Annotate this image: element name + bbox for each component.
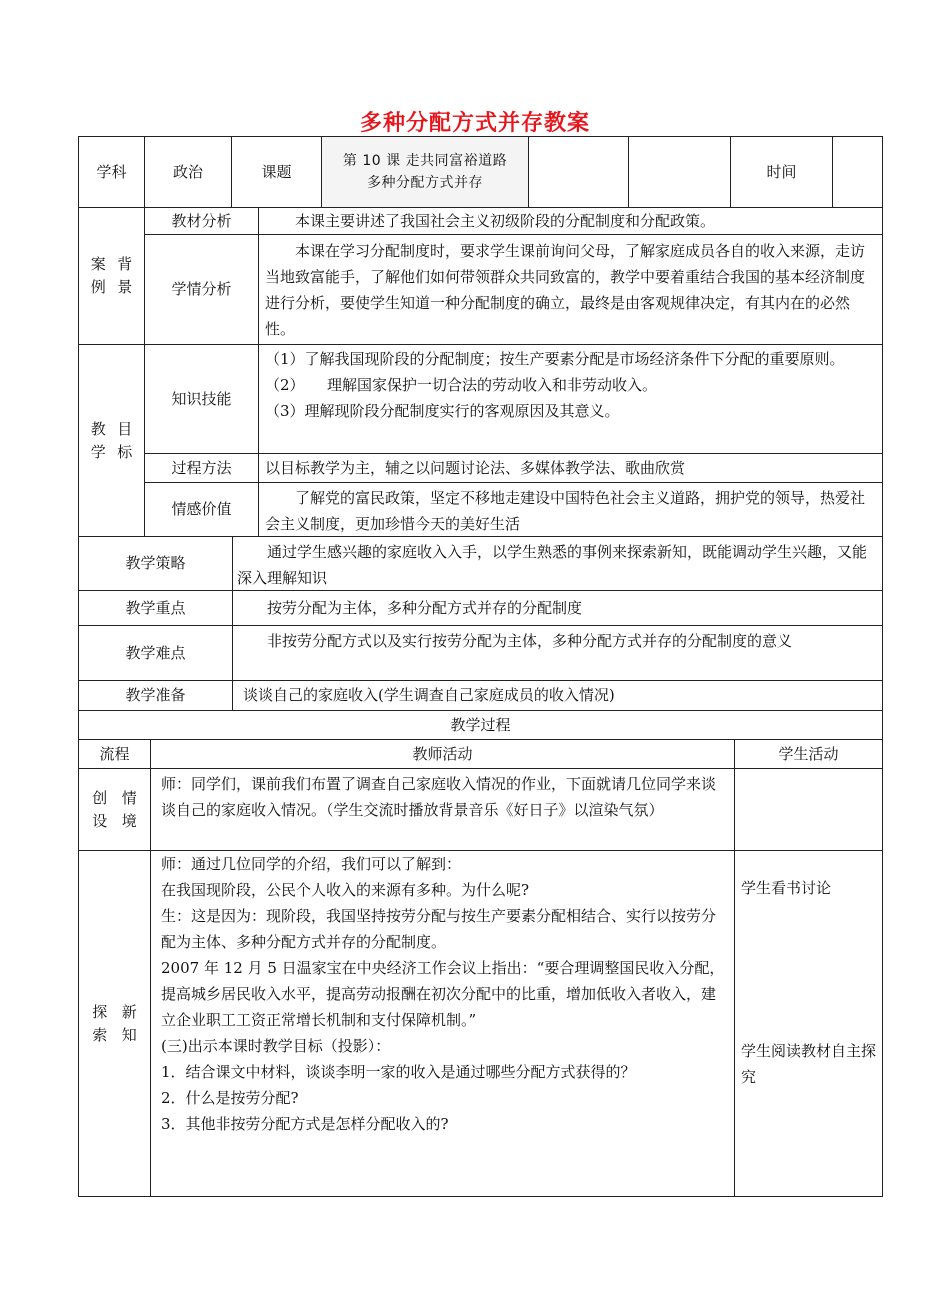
difficulty-text: 非按劳分配方式以及实行按劳分配为主体，多种分配方式并存的分配制度的意义: [232, 625, 883, 681]
intro-student-activity: [734, 768, 883, 851]
lesson-title-line2: 多种分配方式并存: [367, 175, 483, 191]
student-analysis-text: 本课在学习分配制度时，要求学生课前询问父母，了解家庭成员各自的收入来源，走访当地致富能手，了解他们如何带领群众共同致富的，教学中要着重结合我国的基本经济制度进行分析，要使学生知道一种分配制度的确立，最终是由客观规律决定，有其内在的必然性。: [258, 234, 883, 345]
textbook-analysis-text: 本课主要讲述了我国社会主义初级阶段的分配制度和分配政策。: [258, 207, 883, 235]
key-point-label: 教学重点: [78, 590, 233, 626]
textbook-analysis-label: 教材分析: [144, 207, 259, 235]
time-value: [832, 136, 883, 208]
background-label: 案例 背景: [78, 207, 145, 345]
process-method-label: 过程方法: [144, 453, 259, 483]
page-title: 多种分配方式并存教案: [359, 111, 590, 136]
explore-stage-label: 探索 新知: [78, 850, 151, 1197]
difficulty-label: 教学难点: [78, 625, 233, 681]
teacher-line: 3．其他非按劳分配方式是怎样分配收入的?: [161, 1115, 449, 1133]
teacher-line: 生：这是因为：现阶段，我国坚持按劳分配与按生产要素分配相结合、实行以按劳分配为主体、多种分配方式并存的分配制度。: [161, 907, 717, 951]
goals-label: 教学 目标: [78, 344, 145, 537]
explore-student-activity: [734, 850, 883, 1197]
teacher-line: 在我国现阶段，公民个人收入的来源有多种。为什么呢?: [161, 881, 530, 899]
teacher-line: 2．什么是按劳分配?: [161, 1089, 299, 1107]
student-activity-2: 学生阅读教材自主探究: [741, 1042, 877, 1086]
strategy-text: 通过学生感兴趣的家庭收入入手，以学生熟悉的事例来探索新知，既能调动学生兴趣，又能深入理解知识: [232, 536, 883, 591]
knowledge-item: （3）理解现阶段分配制度实行的客观原因及其意义。: [265, 402, 620, 420]
preparation-label: 教学准备: [78, 680, 233, 711]
student-activity-1: 学生看书讨论: [741, 879, 832, 897]
strategy-label: 教学策略: [78, 536, 233, 591]
intro-teacher-activity: 师：同学们，课前我们布置了调查自己家庭收入情况的作业，下面就请几位同学来谈谈自己的家庭收入情况。（学生交流时播放背景音乐《好日子》以渲染气氛）: [150, 768, 735, 851]
time-label: 时间: [730, 136, 833, 208]
empty-cell: [528, 136, 629, 208]
teacher-line: 1．结合课文中材料，谈谈李明一家的收入是通过哪些分配方式获得的？: [161, 1063, 636, 1081]
student-analysis-label: 学情分析: [144, 234, 259, 345]
teacher-line: 师：通过几位同学的介绍，我们可以了解到：: [161, 855, 462, 873]
subject-label: 学科: [78, 136, 145, 208]
preparation-text: 谈谈自己的家庭收入(学生调查自己家庭成员的收入情况): [232, 680, 883, 711]
lesson-title-line1: 第 10 课 走共同富裕道路: [342, 153, 508, 169]
teacher-line: 2007 年 12 月 5 日温家宝在中央经济工作会议上指出：“要合理调整国民收入分配，提高城乡居民收入水平，提高劳动报酬在初次分配中的比重，增加低收入者收入，建立企业职工工资正常增长机制和支付保障机制。”: [161, 959, 725, 1029]
explore-teacher-activity: [150, 850, 735, 1197]
col-student-header: 学生活动: [734, 739, 883, 769]
empty-cell: [628, 136, 731, 208]
teacher-line: (三)出示本课时教学目标（投影）：: [161, 1037, 391, 1055]
key-point-text: 按劳分配为主体，多种分配方式并存的分配制度: [232, 590, 883, 626]
process-heading: 教学过程: [78, 710, 883, 740]
knowledge-item: （2） 理解国家保护一切合法的劳动收入和非劳动收入。: [265, 376, 658, 394]
subject-value: 政治: [144, 136, 232, 208]
lesson-title-box: [321, 136, 529, 208]
knowledge-item: （1）了解我国现阶段的分配制度；按生产要素分配是市场经济条件下分配的重要原则。: [265, 350, 845, 368]
knowledge-skill-text: [258, 344, 883, 454]
col-flow-header: 流程: [78, 739, 151, 769]
emotion-value-label: 情感价值: [144, 482, 259, 537]
emotion-value-text: 了解党的富民政策，坚定不移地走建设中国特色社会主义道路，拥护党的领导，热爱社会主义制度，更加珍惜今天的美好生活: [258, 482, 883, 537]
topic-label: 课题: [231, 136, 322, 208]
intro-stage-label: 创设 情境: [78, 768, 151, 851]
col-teacher-header: 教师活动: [150, 739, 735, 769]
process-method-text: 以目标教学为主，辅之以问题讨论法、多媒体教学法、歌曲欣赏: [258, 453, 883, 483]
knowledge-skill-label: 知识技能: [144, 344, 259, 454]
